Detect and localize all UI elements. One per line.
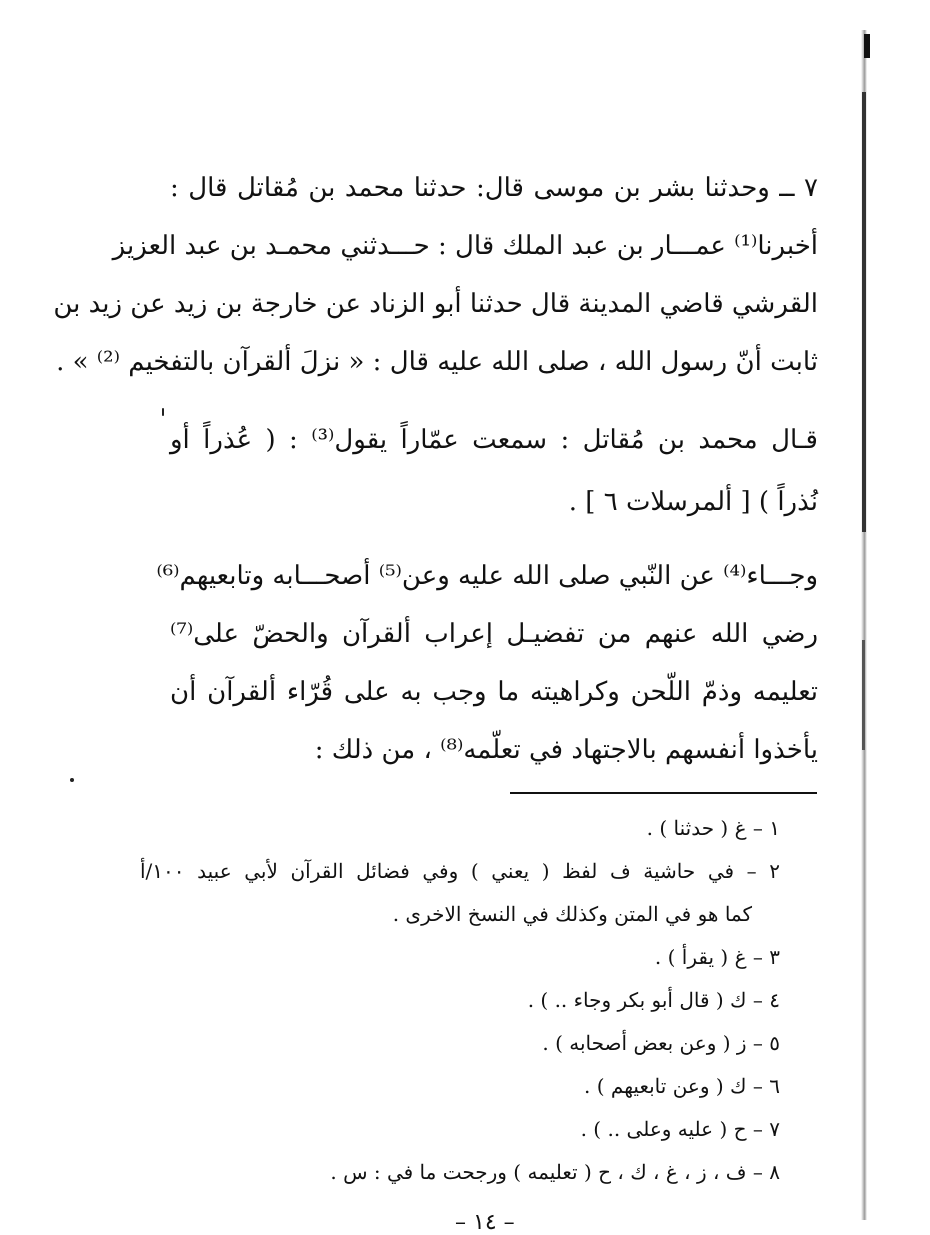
page-number: – ١٤ – <box>455 1210 515 1235</box>
footnote: ٤ – ك ( قال أبو بكر وجاء .. ) . <box>527 988 780 1012</box>
text-line: قـال محمد بن مُقاتل : سمعت عمّاراً يقول⁽³⁾ : ( عُذراً أو <box>170 425 818 455</box>
footnote: ١ – غ ( حدثنا ) . <box>646 816 780 840</box>
text-line: تعليمه وذمّ اللّحن وكراهيته ما وجب به على قُرّاء ألقرآن أن <box>170 677 818 707</box>
edge-mark-top <box>864 34 870 58</box>
text-line: يأخذوا أنفسهم بالاجتهاد في تعلّمه⁽⁸⁾ ، من ذلك : <box>314 735 818 765</box>
footnote: ٥ – ز ( وعن بعض أصحابه ) . <box>542 1031 780 1055</box>
footnote: ٦ – ك ( وعن تابعيهم ) . <box>584 1074 780 1098</box>
scan-speck <box>70 778 74 782</box>
text-line: ثابت أنّ رسول الله ، صلى الله عليه قال : « نزلَ ألقرآن بالتفخيم ⁽²⁾ » . <box>56 347 818 377</box>
text-line: القرشي قاضي المدينة قال حدثنا أبو الزناد عن خارجة بن زيد عن زيد بن <box>53 289 818 319</box>
edge-mark-mid <box>862 640 865 750</box>
text-line: رضي الله عنهم من تفضيـل إعراب ألقرآن والحضّ على⁽⁷⁾ <box>170 619 818 649</box>
text-line: ٧ ــ وحدثنا بشر بن موسى قال: حدثنا محمد بن مُقاتل قال : <box>170 173 818 203</box>
text-line: أخبرنا⁽¹⁾ عمـــار بن عبد الملك قال : حـــدثني محمـد بن عبد العزيز <box>112 231 818 261</box>
footnote-continuation: كما هو في المتن وكذلك في النسخ الاخرى . <box>392 902 752 926</box>
text-line: نُذراً ) [ ألمرسلات ٦ ] . <box>568 487 818 517</box>
footnote: ٢ – في حاشية ف لفظ ( يعني ) وفي فضائل القرآن لأبي عبيد ١٠٠/أ <box>140 859 780 883</box>
footnote: ٣ – غ ( يقرأ ) . <box>654 945 780 969</box>
edge-mark-long <box>862 92 866 532</box>
footnote: ٨ – ف ، ز ، غ ، ك ، ح ( تعليمه ) ورجحت ما في : س . <box>330 1160 780 1184</box>
text-line: وجـــاء⁽⁴⁾ عن النّبي صلى الله عليه وعن⁽⁵⁾ أصحـــابه وتابعيهم⁽⁶⁾ <box>156 561 818 591</box>
scan-speck <box>162 408 164 416</box>
footnote: ٧ – ح ( عليه وعلى .. ) . <box>580 1117 780 1141</box>
footnote-separator <box>510 792 817 794</box>
